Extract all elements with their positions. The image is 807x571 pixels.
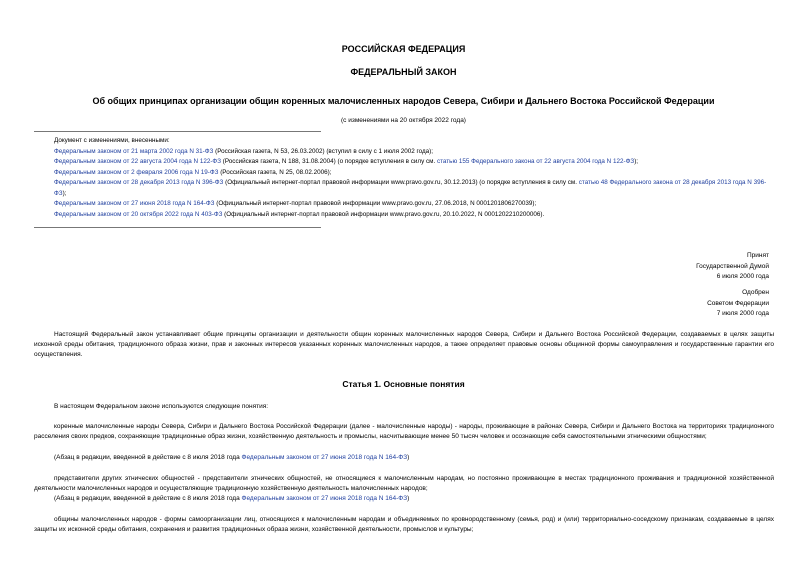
adopted-block <box>569 251 769 283</box>
article-1-intro: В настоящем Федеральном законе используются следующие понятия: <box>54 403 269 410</box>
amendment-law-link[interactable]: Федеральным законом от 27 июня 2018 года N 164-ФЗ <box>241 495 408 502</box>
change-text: (Официальный интернет-портал правовой информации www.pravo.gov.ru, 27.06.2018, N 0001201806270039); <box>214 200 537 207</box>
change-law-link[interactable]: Федеральным законом от 28 декабря 2013 года N 396-ФЗ <box>54 179 224 186</box>
change-text-end: ); <box>62 189 67 197</box>
change-item <box>54 210 776 221</box>
amendment-note-end: ) <box>407 454 410 461</box>
change-law-link[interactable]: Федеральным законом от 27 июня 2018 года N 164-ФЗ <box>54 200 215 207</box>
change-item <box>54 157 776 168</box>
change-text: (Официальный интернет-портал правовой информации www.pravo.gov.ru, 30.12.2013) (о порядке вступления в силу см. <box>223 179 579 186</box>
definition-other-communities: представители других этнических общностей - представители этнических общностей, не относящиеся к малочисленным народам, но постоянно проживающие в местах традиционного проживания и традиционной хозяйственной деятельности малочисленных народов и осуществляющие традиционную хозяйственную деятельность малочисленных народов; <box>34 475 774 493</box>
amendment-note <box>54 453 774 463</box>
amendment-note <box>54 494 774 504</box>
change-text: (Российская газета, N 188, 31.08.2004) (о порядке вступления в силу см. <box>221 158 437 165</box>
law-title: Об общих принципах организации общин коренных малочисленных народов Севера, Сибири и Дальнего Востока Российской Федерации <box>92 96 715 106</box>
change-law-link[interactable]: Федеральным законом от 21 марта 2002 года N 31-ФЗ <box>54 147 214 155</box>
change-article-link[interactable]: статью 48 Федерального закона от 28 декабря 2013 года N 396-ФЗ <box>54 179 767 197</box>
revision-note: (с изменениями на 20 октября 2022 года) <box>341 117 466 124</box>
approved-date: 7 июля 2000 года <box>716 310 769 317</box>
changes-list <box>54 136 776 220</box>
approved-body: Советом Федерации <box>707 299 769 307</box>
change-article-link[interactable]: статью 155 Федерального закона от 22 августа 2004 года N 122-ФЗ <box>436 158 635 165</box>
adopted-body: Государственной Думой <box>696 262 769 270</box>
change-item <box>54 168 776 179</box>
article-1-heading: Статья 1. Основные понятия <box>342 379 465 389</box>
change-law-link[interactable]: Федеральным законом от 22 августа 2004 года N 122-ФЗ <box>54 158 222 165</box>
change-item <box>54 147 776 158</box>
change-item <box>54 178 776 199</box>
change-text: (Российская газета, N 25, 08.02.2006); <box>218 168 332 176</box>
approved-line: Одобрен <box>742 289 769 296</box>
change-item <box>54 199 776 210</box>
approved-block <box>569 288 769 320</box>
divider-top <box>34 131 321 132</box>
change-text-end: ); <box>634 158 639 165</box>
change-law-link[interactable]: Федеральным законом от 20 октября 2022 года N 403-ФЗ <box>54 210 223 218</box>
amendment-note-text: (Абзац в редакции, введенной в действие с 8 июля 2018 года <box>54 495 242 502</box>
change-law-link[interactable]: Федеральным законом от 2 февраля 2006 года N 19-ФЗ <box>54 168 219 176</box>
adopted-line: Принят <box>746 252 769 259</box>
definition-small-peoples: коренные малочисленные народы Севера, Сибири и Дальнего Востока Российской Федерации (далее - малочисленные народы) - народы, проживающие в районах Севера, Сибири и Дальнего Востока на территориях традиционного расселения своих предков, сохраняющие традиционные образ жизни, хозяйственную деятельность и промыслы, насчитывающие менее 50 тысяч человек и осознающие себя самостоятельными этническими общностями; <box>34 423 774 441</box>
law-type-heading: ФЕДЕРАЛЬНЫЙ ЗАКОН <box>350 67 457 77</box>
amendment-law-link[interactable]: Федеральным законом от 27 июня 2018 года N 164-ФЗ <box>241 454 408 461</box>
amendment-note-text: (Абзац в редакции, введенной в действие с 8 июля 2018 года <box>54 454 242 461</box>
definition-communities: общины малочисленных народов - формы самоорганизации лиц, относящихся к малочисленным народам и объединяемых по кровнородственному (семья, род) и (или) территориально-соседскому признакам, создаваемые в целях защиты их исконной среды обитания, сохранения и развития традиционных образа жизни, хозяйственной деятельности, промыслов и культуры; <box>34 516 774 534</box>
change-text: (Российская газета, N 53, 26.03.2002) (вступил в силу с 1 июля 2002 года); <box>213 147 434 155</box>
country-heading: РОССИЙСКАЯ ФЕДЕРАЦИЯ <box>341 44 466 54</box>
change-text: (Официальный интернет-портал правовой информации www.pravo.gov.ru, 20.10.2022, N 0001202210200006). <box>222 210 545 218</box>
preamble-paragraph: Настоящий Федеральный закон устанавливает общие принципы организации и деятельности общин коренных малочисленных народов Севера, Сибири и Дальнего Востока Российской Федерации, создаваемых в целях защиты исконной среды обитания, традиционного образа жизни, прав и законных интересов указанных коренных малочисленных народов, а также определяет правовые основы общинной формы самоуправления и государственные гарантии его осуществления. <box>34 331 774 359</box>
amendment-note-end: ) <box>407 495 410 502</box>
changes-heading: Документ с изменениями, внесенными: <box>54 137 170 144</box>
adopted-date: 6 июля 2000 года <box>716 273 769 280</box>
divider-bottom <box>34 227 321 228</box>
